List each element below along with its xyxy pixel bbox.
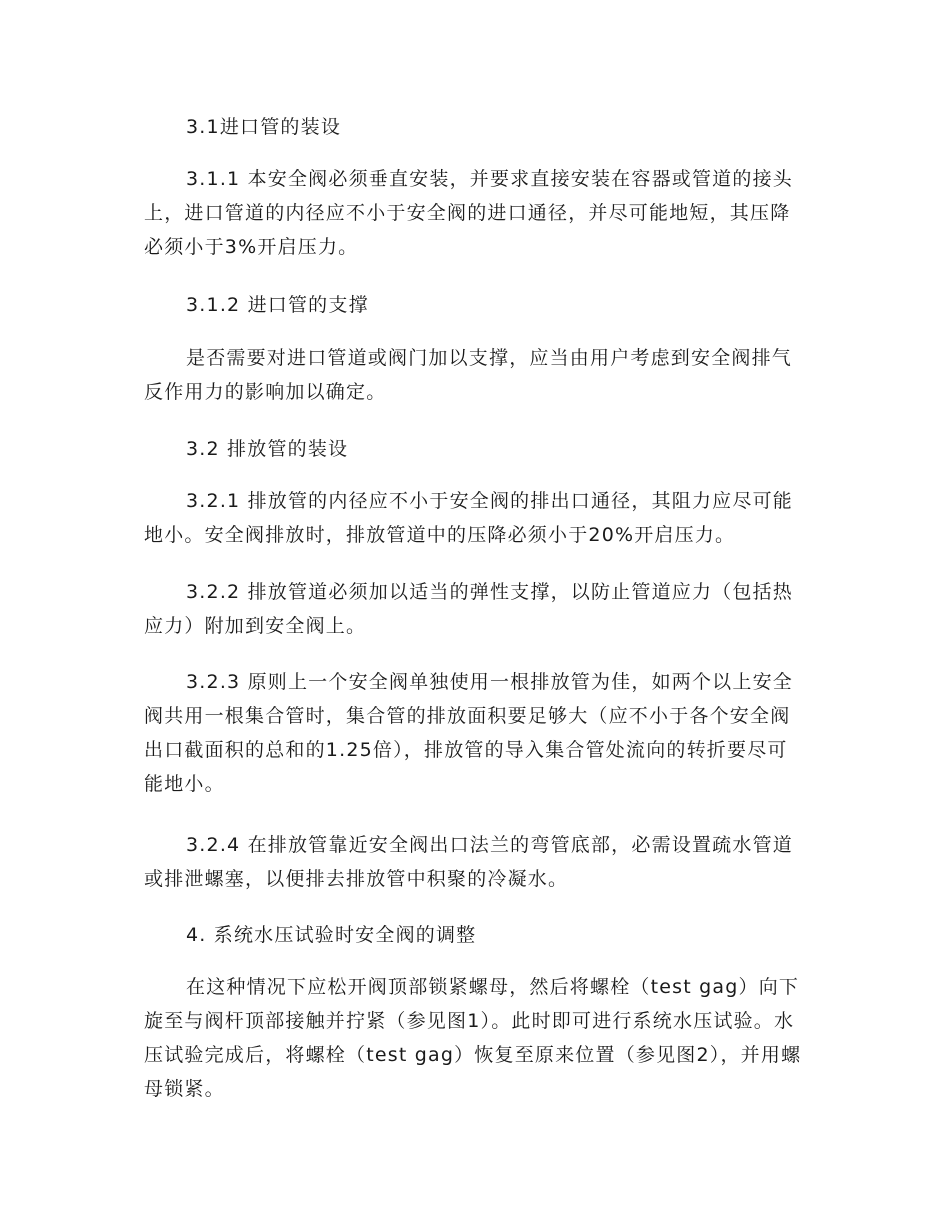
paragraph-3-2-1: 3.2.1 排放管的内径应不小于安全阀的排出口通径，其阻力应尽可能地小。安全阀排放时，排放管道中的压降必须小于20%开启压力。 <box>144 490 793 546</box>
heading-3-1-2: 3.1.2 进口管的支撑 <box>186 294 369 316</box>
heading-3-2: 3.2 排放管的装设 <box>186 438 349 460</box>
paragraph-4-body: 在这种情况下应松开阀顶部锁紧螺母，然后将螺栓（test gag）向下旋至与阀杆顶部接触并拧紧（参见图1）。此时即可进行系统水压试验。水压试验完成后，将螺栓（test gag）恢复至原来位置（参见图2），并用螺母锁紧。 <box>144 976 802 1100</box>
paragraph-3-2-4: 3.2.4 在排放管靠近安全阀出口法兰的弯管底部，必需设置疏水管道或排泄螺塞，以便排去排放管中积聚的冷凝水。 <box>144 834 793 890</box>
paragraph-3-1-1: 3.1.1 本安全阀必须垂直安装，并要求直接安装在容器或管道的接头上，进口管道的内径应不小于安全阀的进口通径，并尽可能地短，其压降必须小于3%开启压力。 <box>144 168 793 258</box>
paragraph-3-2-2: 3.2.2 排放管道必须加以适当的弹性支撑，以防止管道应力（包括热应力）附加到安全阀上。 <box>144 581 793 637</box>
paragraph-3-2-3: 3.2.3 原则上一个安全阀单独使用一根排放管为佳，如两个以上安全阀共用一根集合管时，集合管的排放面积要足够大（应不小于各个安全阀出口截面积的总和的1.25倍），排放管的导入集合管处流向的转折要尽可能地小。 <box>144 671 793 795</box>
paragraph-support: 是否需要对进口管道或阀门加以支撑，应当由用户考虑到安全阀排气反作用力的影响加以确定。 <box>144 347 793 403</box>
heading-3-1: 3.1进口管的装设 <box>186 116 342 138</box>
heading-4: 4. 系统水压试验时安全阀的调整 <box>186 924 477 946</box>
